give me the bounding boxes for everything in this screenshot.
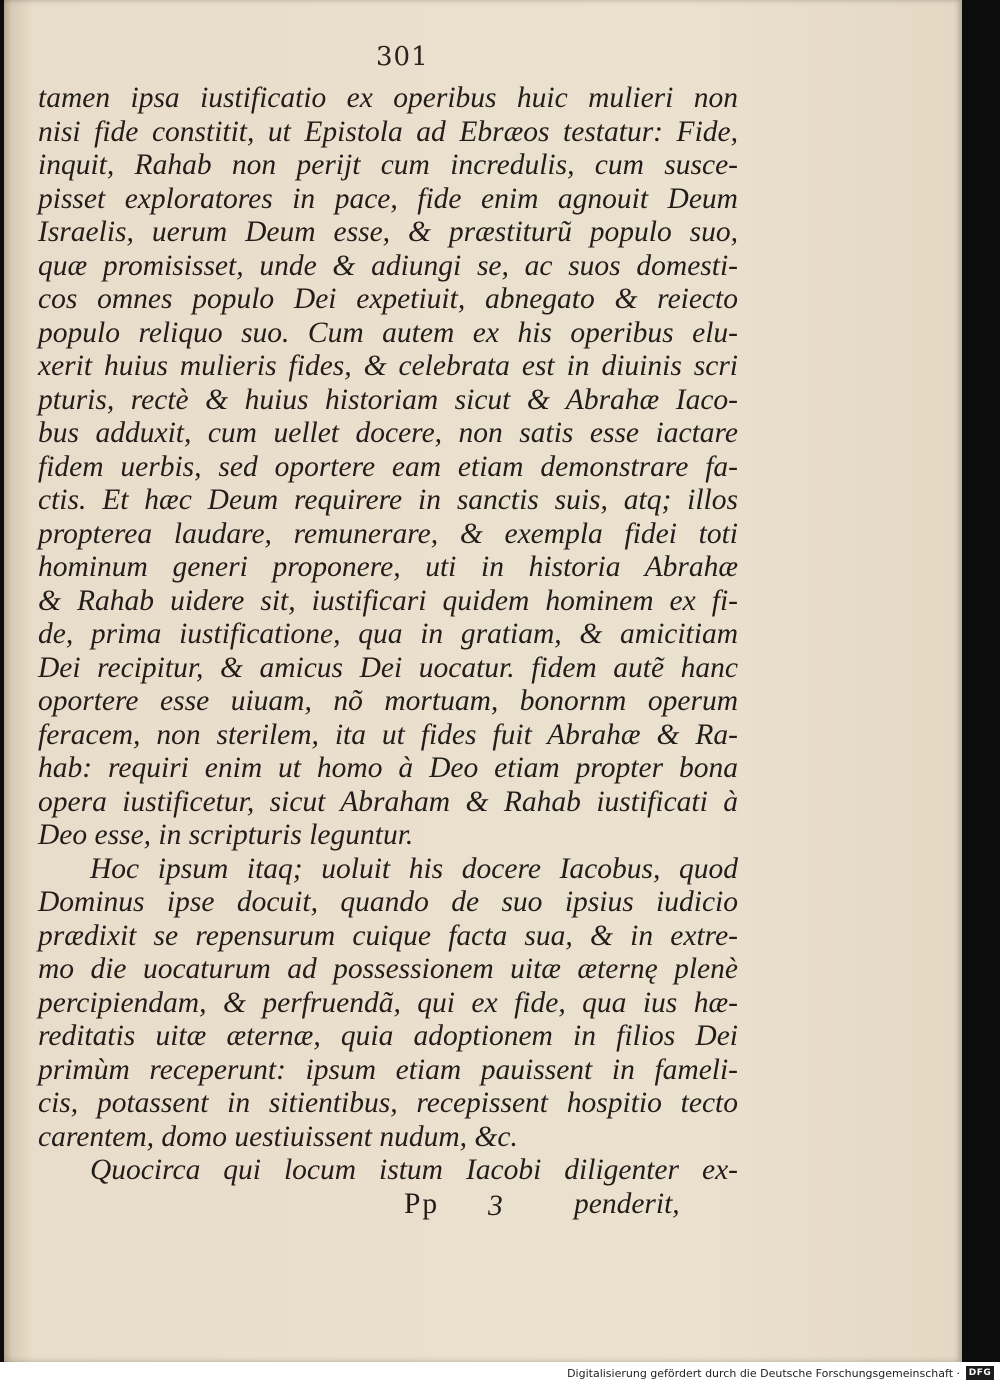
- text-line: fidem uerbis, sed oportere eam etiam demonstrare fa-: [38, 450, 738, 483]
- text-line: reditatis uitæ æternæ, quia adoptionem in filios Dei: [38, 1020, 738, 1052]
- text-line: quæ promisisset, unde & adiungi se, ac suos domesti-: [38, 249, 738, 282]
- text-line: Deo esse, in scripturis leguntur.: [38, 819, 414, 851]
- text-line: bus adduxit, cum uellet docere, non satis esse iactare: [38, 417, 738, 449]
- text-line: de, prima iustificatione, qua in gratiam, & amicitiam: [38, 618, 738, 650]
- text-line: xerit huius mulieris fides, & celebrata est in diuinis scri: [38, 350, 738, 382]
- text-line: inquit, Rahab non perijt cum incredulis, cum susce-: [38, 149, 738, 181]
- page-number: 301: [376, 42, 429, 72]
- text-line: pisset exploratores in pace, fide enim agnouit Deum: [38, 182, 738, 215]
- text-line: Israelis, uerum Deum esse, & præstiturũ populo suo,: [38, 216, 738, 248]
- text-line: ctis. Et hæc Deum requirere in sanctis suis, atq; illos: [38, 484, 738, 516]
- signature-number: 3: [488, 1190, 503, 1222]
- signature-mark: Pp: [404, 1188, 440, 1220]
- text-line: cis, potassent in sitientibus, recepissent hospitio tecto: [38, 1087, 738, 1119]
- text-line: opera iustificetur, sicut Abraham & Rahab iustificati à: [38, 785, 738, 818]
- text-line: hominum generi proponere, uti in historia Abrahæ: [38, 551, 738, 583]
- text-line: cos omnes populo Dei expetiuit, abnegato & reiecto: [38, 283, 738, 315]
- text-line: hab: requiri enim ut homo à Deo etiam propter bona: [38, 752, 738, 784]
- text-line: primùm receperunt: ipsum etiam pauissent in fameli-: [38, 1053, 738, 1086]
- text-line: Dei recipitur, & amicus Dei uocatur. fidem autẽ hanc: [38, 651, 738, 684]
- text-line: Dominus ipse docuit, quando de suo ipsius iudicio: [38, 886, 738, 918]
- text-line: percipiendam, & perfruendã, qui ex fide, qua ius hæ-: [38, 986, 738, 1019]
- text-line: populo reliquo suo. Cum autem ex his operibus elu-: [38, 316, 738, 349]
- text-line: pturis, rectè & huius historiam sicut & Abrahæ Iaco-: [38, 383, 738, 416]
- paragraph-start-line: Quocirca qui locum istum Iacobi diligenter ex-: [90, 1154, 738, 1186]
- text-line: nisi fide constitit, ut Epistola ad Ebræos testatur: Fide,: [38, 115, 738, 148]
- credit-bar: [0, 1362, 1000, 1385]
- text-line: feracem, non sterilem, ita ut fides fuit Abrahæ & Ra-: [38, 718, 738, 751]
- text-line: & Rahab uidere sit, iustificari quidem hominem ex fi-: [38, 584, 738, 617]
- book-page: [4, 0, 962, 1362]
- body-text: [38, 82, 738, 1188]
- paragraph-start-line: Hoc ipsum itaq; uoluit his docere Iacobus, quod: [90, 852, 738, 885]
- text-line: tamen ipsa iustificatio ex operibus huic mulieri non: [38, 82, 738, 114]
- dfg-logo: DFG: [966, 1366, 994, 1380]
- funding-credit: Digitalisierung gefördert durch die Deutsche Forschungsgemeinschaft ·: [567, 1367, 960, 1380]
- text-line: prædixit se repensurum cuique facta sua, & in extre-: [38, 919, 738, 952]
- text-line: mo die uocaturum ad possessionem uitæ æternę plenè: [38, 953, 738, 985]
- text-line: carentem, domo uestiuissent nudum, &c.: [38, 1120, 518, 1153]
- page-footer: [404, 1188, 704, 1228]
- catchword: penderit,: [574, 1188, 680, 1220]
- text-line: oportere esse uiuam, nõ mortuam, bonornm operum: [38, 685, 738, 717]
- text-line: propterea laudare, remunerare, & exempla fidei toti: [38, 517, 738, 550]
